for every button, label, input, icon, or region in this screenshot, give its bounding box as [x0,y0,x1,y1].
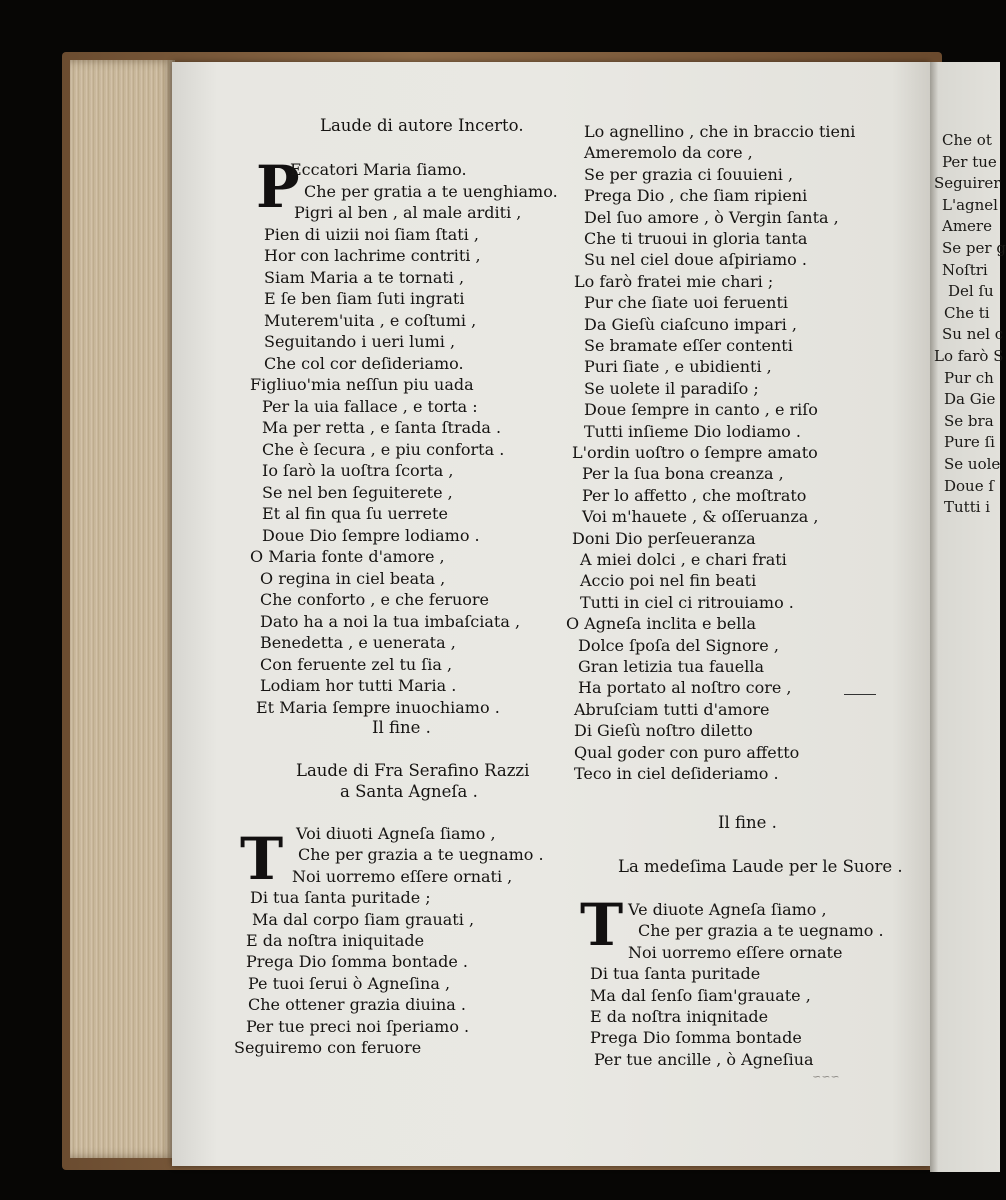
next-page-line: Pure ſi [944,433,995,452]
verse-line: Se nel ben ſeguiterete , [262,482,453,502]
verse-line: Che ottener grazia diuina . [248,995,466,1015]
verse-line: E ſe ben ſiam ſuti ingrati [264,289,465,308]
verse-line: Di tua ſanta puritade ; [250,888,431,908]
right-fine: Il fine . [718,813,777,832]
verse-line: Puri ſiate , e ubidienti , [584,357,772,377]
left-title-1: Laude di autore Incerto. [320,116,524,135]
verse-line: Che ti truoui in gloria tanta [584,229,808,248]
verse-line: Pigri al ben , al male arditi , [294,203,522,222]
verse-line: E da noſtra iniquitade [246,931,425,950]
verse-line: O Agneſa inclita e bella [566,614,757,634]
verse-line: Pien di uizii noi ſiam ſtati , [264,224,479,244]
verse-line: Per tue preci noi ſperiamo . [246,1016,470,1036]
next-page-line: Pur ch [944,368,994,387]
verse-line: Doue ſempre in canto , e riſo [584,400,818,420]
left-title-2-line-2: a Santa Agneſa . [340,782,478,801]
margin-dash [844,694,876,695]
verse-line: Voi m'hauete , & oſſeruanza , [582,507,819,527]
verse-line: Ha portato al noſtro core , [578,678,792,698]
verse-line: Che per grazia a te uegnamo . [298,845,544,865]
next-page-line: Se bra [944,411,994,430]
book-page [172,62,930,1166]
verse-line: Hor con lachrime contriti , [264,246,481,265]
verse-line: Et al fin qua ſu uerrete [262,504,448,523]
verse-line: Ma dal ſenſo ſiam'grauate , [590,985,811,1005]
left-column [172,62,558,1166]
verse-line: Voi diuoti Agneſa ſiamo , [296,824,496,843]
verse-line: Che conforto , e che feruore [260,590,489,609]
verse-line: Per la uia fallace , e torta : [262,396,478,416]
verse-line: Pur che ſiate uoi feruenti [584,293,788,313]
next-page-line: Che ti [944,303,990,322]
verse-line: Ve diuote Agneſa ſiamo , [628,900,827,919]
verse-line: Per lo affetto , che moſtrato [582,485,807,505]
dropcap-t-right: T [580,891,624,959]
verse-line: Che col cor deſideriamo. [264,353,464,373]
verse-line: Gran letizia tua fauella [578,657,765,676]
verse-line: Di tua ſanta puritade [590,964,761,984]
verse-line: Ma dal corpo ſiam grauati , [252,909,475,929]
verse-line: E da noſtra iniqnitade [590,1007,769,1026]
verse-line: L'ordin uoſtro o ſempre amato [572,443,818,462]
next-page-line: Lo farò S [934,347,1004,365]
verse-line: Teco in ciel deſideriamo . [574,764,779,783]
verse-line: A miei dolci , e chari frati [580,550,787,569]
verse-line: Per la ſua bona creanza , [582,464,784,484]
next-page-edge [930,62,1006,1172]
verse-line: Per tue ancille , ò Agneſiua [594,1049,814,1069]
verse-line: Se uolete il paradiſo ; [584,378,759,398]
verse-line: Siam Maria a te tornati , [264,267,465,287]
verse-line: Et Maria ſempre inuochiamo . [256,697,500,717]
verse-line: Qual goder con puro affetto [574,742,800,762]
dropcap-p: P [256,153,300,221]
next-page-line: Se uole [944,455,1001,473]
next-page-line: Se per g [942,239,1006,257]
verse-line: Seguitando i ueri lumi , [264,332,456,351]
verse-line: Lo agnellino , che in braccio tieni [584,122,856,141]
verse-line: Seguiremo con feruore [234,1038,422,1057]
verse-line: Eccatori Maria ſiamo. [290,160,467,179]
verse-line: Prega Dio , che ſiam ripieni [584,186,808,206]
next-page-line: Amere [942,217,992,236]
verse-line: Che è ſecura , e piu conforta . [262,439,505,459]
verse-line: Se per grazia ci ſouuieni , [584,164,794,184]
verse-line: O regina in ciel beata , [260,568,446,588]
next-page-line: Su nel c [942,325,1004,344]
verse-line: Doni Dio perſeueranza [572,528,756,548]
next-page-line: Doue ſ [944,476,994,495]
next-page-line: Seguirer [934,174,1001,193]
verse-line: Accio poi nel fin beati [580,571,757,591]
verse-line: Muterem'uita , e coſtumi , [264,310,477,330]
verse-line: Noi uorremo eſſere ornate [628,942,843,962]
verse-line: Lo farò fratei mie chari ; [574,271,774,291]
verse-line: Dato ha a noi la tua imbaſciata , [260,611,521,631]
next-page-line: Noſtri [942,260,988,279]
next-page-line: Tutti i [944,498,991,517]
verse-line: Da Gieſù ciaſcuno impari , [584,314,797,334]
next-page-line: L'agnel [942,195,998,214]
next-page-line: Del ſu [948,282,994,301]
verse-line: Ameremolo da core , [584,143,753,163]
next-page-line: Per tue [942,152,997,171]
next-page-line: Che ot [942,131,992,149]
verse-line: Pe tuoi ſerui ò Agneſina , [248,973,451,993]
dropcap-t-left: T [240,825,284,893]
verse-line: Lodiam hor tutti Maria . [260,676,457,695]
verse-line: Benedetta , e uenerata , [260,633,456,652]
right-title: La medeſima Laude per le Suore . [618,857,903,876]
verse-line: Doue Dio ſempre lodiamo . [262,525,480,545]
verse-line: Io ſarò la uoſtra ſcorta , [262,461,454,480]
right-column [566,62,922,1166]
verse-line: Prega Dio ſomma bontade . [246,952,468,972]
page-edges [70,60,175,1158]
next-page-line: Da Gie [944,390,996,409]
verse-line: Prega Dio ſomma bontade [590,1028,802,1048]
left-fine-1: Il fine . [372,718,431,737]
verse-line: Se bramate eſſer contenti [584,336,793,355]
verse-line: Con feruente zel tu ſia , [260,654,453,674]
verse-line: Su nel ciel doue aſpiriamo . [584,250,807,270]
left-title-2-line-1: Laude di Fra Serafino Razzi [296,761,530,780]
verse-line: O Maria fonte d'amore , [250,547,445,566]
verse-line: Tutti inſieme Dio lodiamo . [584,421,801,441]
verse-line: Tutti in ciel ci ritrouiamo . [580,592,794,612]
verse-line: Figliuo'mia neſſun piu uada [250,375,474,394]
verse-line: Dolce ſpoſa del Signore , [578,635,779,655]
verse-line: Noi uorremo eſſere ornati , [292,866,513,886]
verse-line: Del ſuo amore , ò Vergin ſanta , [584,207,839,227]
verse-line: Abruſciam tutti d'amore [574,699,770,719]
bleed-through-mark: ~~~ [812,1070,840,1083]
verse-line: Di Gieſù noſtro diletto [574,721,753,741]
verse-line: Ma per retta , e ſanta ſtrada . [262,418,502,437]
verse-line: Che per grazia a te uegnamo . [638,921,884,941]
verse-line: Che per gratia a te uenghiamo. [304,181,558,201]
